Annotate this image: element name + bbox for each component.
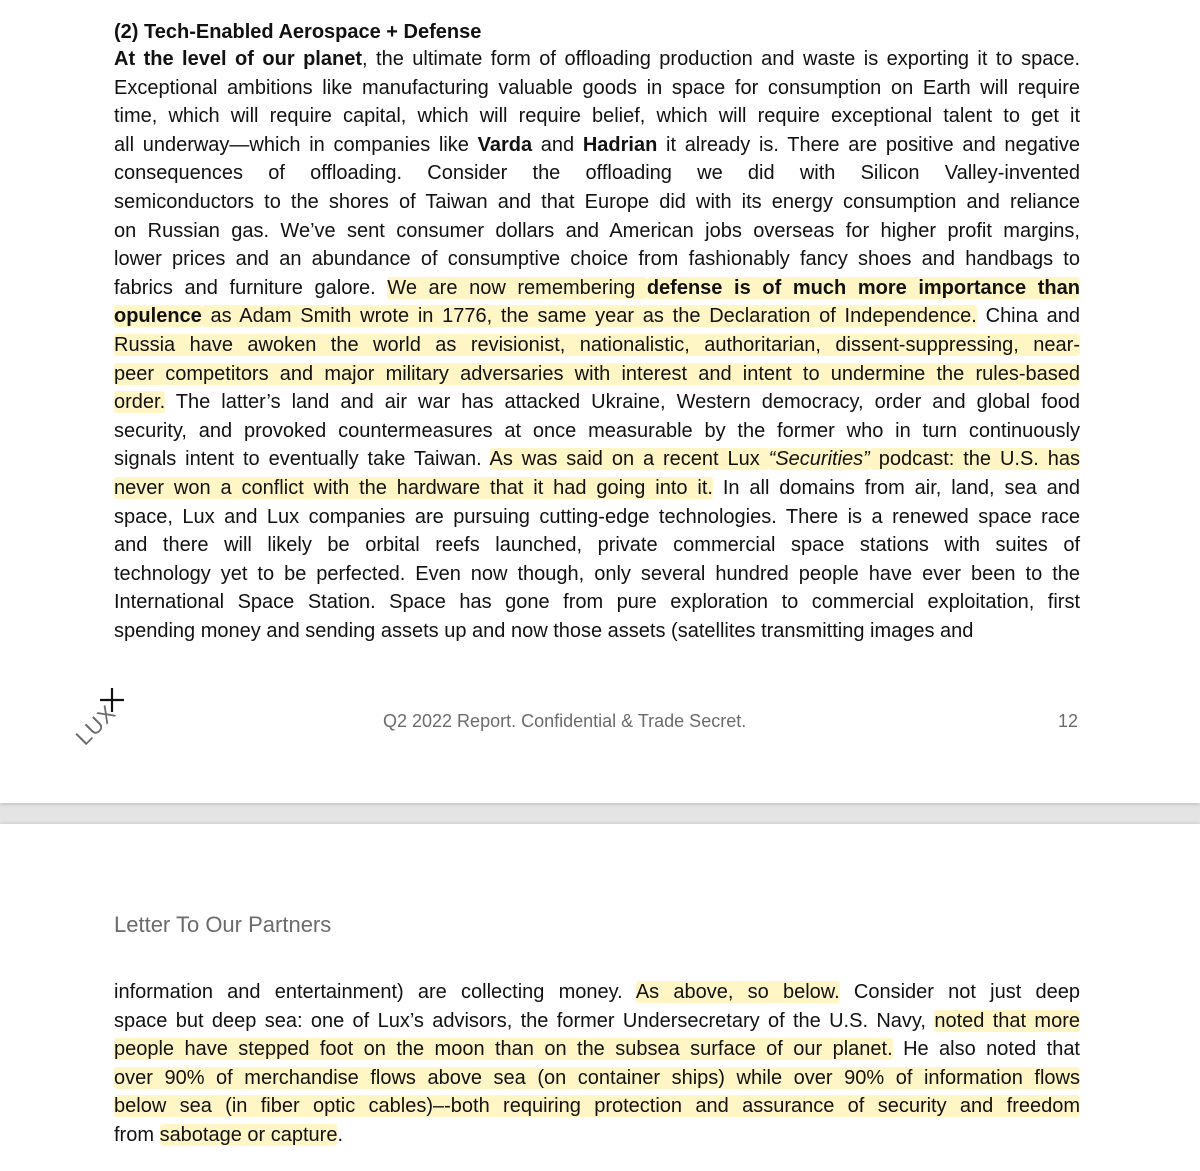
text-run: He also noted that [892, 1038, 1080, 1061]
highlighted-text: peer competitors and major military adversaries with interest and intent to undermine the rules-based [114, 362, 1080, 385]
text-run: space, Lux and Lux companies are pursuing cutting-edge technologies. There is a renewed space race [114, 505, 1080, 528]
text-run: Exceptional ambitions like manufacturing valuable goods in space for consumption on Earth will require [114, 76, 1080, 99]
text-line [114, 159, 1080, 188]
text-run: fabrics and furniture galore. [114, 276, 388, 299]
highlighted-text: below sea (in fiber optic cables)–-both requiring protection and assurance of security and freedom [114, 1095, 1080, 1118]
text-run: signals intent to eventually take Taiwan. [114, 448, 490, 471]
text-run: China and [976, 305, 1080, 328]
text-line [114, 131, 1080, 160]
text-run: International Space Station. Space has gone from pure exploration to commercial exploitation, first [114, 591, 1080, 614]
body-paragraph [114, 978, 1080, 1150]
highlighted-text: never won a conflict with the hardware that it had going into it. [114, 476, 713, 499]
text-line [114, 245, 1080, 274]
report-footer: Q2 2022 Report. Confidential & Trade Secret. [383, 711, 747, 731]
text-line [114, 445, 1080, 474]
highlighted-text: people have stepped foot on the moon than on the subsea surface of our planet. [114, 1038, 893, 1061]
highlighted-text: defense is of much more importance than [646, 276, 1080, 299]
text-line [114, 45, 1080, 74]
text-line [114, 503, 1080, 532]
text-line [114, 617, 1080, 646]
bold-text: At the level of our planet [114, 48, 362, 70]
text-run: The latter’s land and air war has attacked Ukraine, Western democracy, order and global food [165, 391, 1080, 414]
text-run: on Russian gas. We’ve sent consumer dollars and American jobs overseas for higher profit margins, [114, 219, 1080, 242]
text-run: lower prices and an abundance of consumptive choice from fashionably fancy shoes and handbags to [114, 248, 1080, 271]
text-line [114, 102, 1080, 131]
running-header: Letter To Our Partners [114, 912, 332, 937]
text-run: security, and provoked countermeasures at once measurable by the former who in turn continuously [114, 419, 1080, 442]
text-run: it already is. There are positive and negative [657, 133, 1080, 156]
text-line [114, 1007, 1080, 1036]
text-run: In all domains from air, land, sea and [712, 476, 1080, 499]
highlighted-text: We are now remembering [387, 276, 647, 299]
text-line [114, 588, 1080, 617]
text-run: . [337, 1123, 344, 1146]
text-run: all underway—which in companies like [114, 133, 478, 156]
text-line [114, 1121, 1080, 1150]
text-run: and [532, 133, 583, 156]
text-run: , the ultimate form of offloading production and waste is exporting it to space. [361, 48, 1080, 70]
text-run: time, which will require capital, which will require belief, which will require exceptional talent to get it [114, 105, 1080, 128]
logo-text: LUX [70, 699, 121, 750]
text-line [114, 1064, 1080, 1093]
text-line [114, 331, 1080, 360]
highlighted-text: noted that more [934, 1009, 1081, 1032]
text-line [114, 531, 1080, 560]
highlighted-text: As was said on a recent Lux [489, 448, 769, 471]
text-run: Consider not just deep [839, 981, 1080, 1003]
body-paragraph [114, 45, 1080, 645]
page-number: 12 [1058, 711, 1079, 731]
highlighted-text: opulence [114, 305, 202, 328]
text-line [114, 388, 1080, 417]
text-line [114, 188, 1080, 217]
bold-text: Hadrian [582, 133, 658, 156]
section-heading: (2) Tech-Enabled Aerospace + Defense [114, 21, 482, 43]
text-line [114, 560, 1080, 589]
text-line [114, 978, 1080, 1007]
highlighted-text: As above, so below. [635, 981, 840, 1003]
text-line [114, 1035, 1080, 1064]
bold-text: Varda [477, 133, 533, 156]
highlighted-text: podcast: the U.S. has [869, 448, 1080, 471]
lux-logo [62, 682, 134, 754]
highlighted-text: “Securities” [768, 448, 870, 471]
text-line [114, 417, 1080, 446]
report-page-13 [0, 824, 1200, 1171]
text-run: technology yet to be perfected. Even now though, only several hundred people have ever been to the [114, 562, 1080, 585]
highlighted-text: sabotage or capture [159, 1123, 338, 1146]
text-line [114, 474, 1080, 503]
text-line [114, 217, 1080, 246]
text-run: and there will likely be orbital reefs launched, private commercial space stations with suites of [114, 534, 1080, 557]
text-line [114, 302, 1080, 331]
text-run: space but deep sea: one of Lux’s advisors, the former Undersecretary of the U.S. Navy, [114, 1009, 935, 1032]
text-run: from [114, 1123, 160, 1146]
highlighted-text: as Adam Smith wrote in 1776, the same year as the Declaration of Independence. [201, 305, 977, 328]
text-run: information and entertainment) are collecting money. [114, 981, 636, 1003]
text-run: consequences of offloading. Consider the offloading we did with Silicon Valley-invented [114, 162, 1080, 185]
text-line [114, 1092, 1080, 1121]
text-run: spending money and sending assets up and now those assets (satellites transmitting images and [114, 619, 974, 642]
highlighted-text: order. [114, 391, 166, 414]
text-line [114, 360, 1080, 389]
text-run: semiconductors to the shores of Taiwan and that Europe did with its energy consumption and reliance [114, 190, 1080, 213]
text-line [114, 74, 1080, 103]
text-line [114, 274, 1080, 303]
highlighted-text: over 90% of merchandise flows above sea (on container ships) while over 90% of information flows [114, 1066, 1080, 1089]
highlighted-text: Russia have awoken the world as revisionist, nationalistic, authoritarian, dissent-suppressing, near- [114, 333, 1080, 356]
